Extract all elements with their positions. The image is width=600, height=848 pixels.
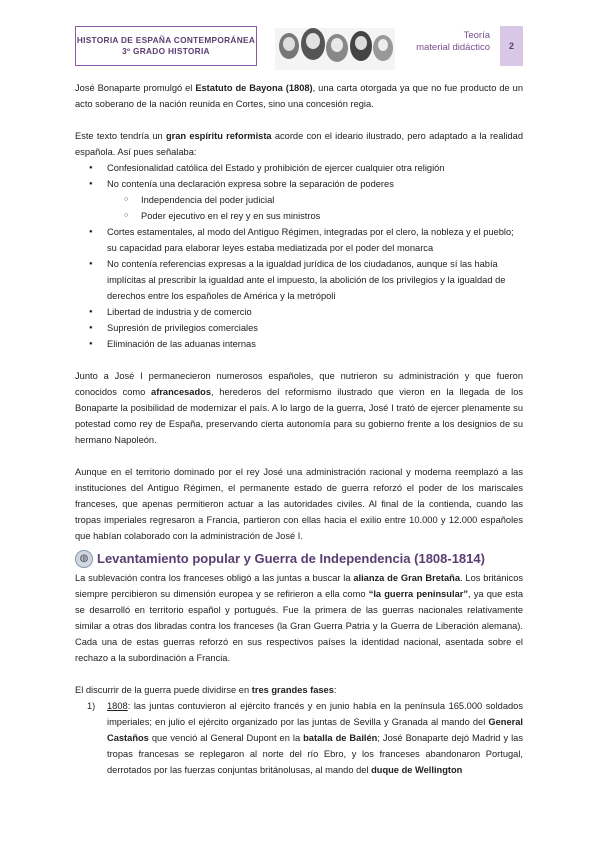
- course-grade: 3º GRADO HISTORIA: [122, 46, 210, 56]
- section-heading: [75, 550, 523, 568]
- text: , herederos del reformismo ilustrado que vieron en la llegada de los Bonaparte la posibilidad de modernizar el país. A lo largo de la guerra, José I trató de ejercer plenamente su potestad como rey de España, preservando cierta autonomía para su gobierno frente a los designios de su hermano Napoleón.: [75, 387, 524, 445]
- text: acorde con el ideario ilustrado, pero adaptado a la realidad española. Así pues señalaba:: [75, 131, 524, 157]
- text: José Bonaparte promulgó el: [75, 83, 196, 93]
- bold-text: alianza de Gran Bretaña: [353, 573, 460, 583]
- text: , ya que esta se desarrolló en territorio español y portugués. Fue la primera de las guerras nacionales relativamente similar a otras dos libradas contra los franceses (la Gran Guerra Patria y la Guerra de Liberación alemana). Cada una de estas guerras reforzó en sus respectivos países la identidad nacional, asentada sobre el rechazo a la subordinación a Francia.: [75, 589, 523, 663]
- estatuto-features-list: [75, 160, 523, 352]
- bold-text: batalla de Bailén: [303, 733, 378, 743]
- paragraph-reformista: [75, 128, 523, 160]
- text: . Los británicos siempre percibieron su dimensión europea y se refirieron a ella como: [75, 573, 524, 599]
- sub-list: [107, 192, 523, 224]
- globe-icon: ◍: [75, 550, 93, 568]
- material-label-line1: Teoría: [463, 30, 490, 41]
- phase-year: 1808: [107, 701, 128, 711]
- sub-list-item: ○ Poder ejecutivo en el rey y en sus ministros: [141, 208, 523, 224]
- list-item: ● Confesionalidad católica del Estado y prohibición de ejercer cualquier otra religión: [107, 160, 523, 176]
- list-item: [107, 176, 523, 224]
- list-item: ● Libertad de industria y de comercio: [107, 304, 523, 320]
- text: :: [333, 685, 337, 695]
- text: : las juntas contuvieron al ejército francés y en junio había en la península 165.000 soldados imperiales; en julio el ejército organizado por las juntas de Sevilla y Granada al mando del: [107, 701, 523, 727]
- bold-text: “la guerra peninsular”: [368, 589, 469, 599]
- text: Junto a José I permanecieron numerosos españoles, que nutrieron su administración y que fueron conocidos como: [75, 371, 523, 397]
- course-title-box: [75, 26, 257, 66]
- bold-text: afrancesados: [151, 387, 211, 397]
- bold-text: tres grandes fases: [251, 685, 334, 695]
- phases-list: [75, 698, 523, 778]
- bold-text: gran espíritu reformista: [165, 131, 272, 141]
- paragraph-afrancesados: [75, 368, 523, 448]
- bold-text: duque de Wellington: [371, 765, 463, 775]
- list-item: ● Eliminación de las aduanas internas: [107, 336, 523, 352]
- text: ; José Bonaparte dejó Madrid y las tropas francesas se replegaron al norte del río Ebro, y los franceses abandonaron Portugal, derrotados por las fuerzas conjuntas británolusas, al mando del: [107, 733, 524, 775]
- phase-number: 1): [87, 701, 96, 711]
- text: Este texto tendría un: [75, 131, 166, 141]
- page-content: [75, 80, 523, 778]
- list-item: ● Supresión de privilegios comerciales: [107, 320, 523, 336]
- course-title: HISTORIA DE ESPAÑA CONTEMPORÁNEA: [76, 35, 256, 45]
- bold-text: General Castaños: [107, 717, 523, 743]
- text: El discurrir de la guerra puede dividirse en: [75, 685, 252, 695]
- material-label: [405, 30, 490, 54]
- paragraph-sublevacion: [75, 570, 523, 666]
- paragraph-fases: [75, 682, 523, 698]
- list-item-text: No contenía una declaración expresa sobre la separación de poderes: [107, 179, 394, 189]
- list-item: ● No contenía referencias expresas a la igualdad jurídica de los ciudadanos, aunque sí las había implícitas al prescribir la igualdad ante el impuesto, la abolición de los privilegios y la igualdad de derechos entre los españoles de América y la metrópoli: [107, 256, 523, 304]
- bold-text: Estatuto de Bayona (1808): [195, 83, 313, 93]
- phase-item: [87, 698, 524, 778]
- historical-portraits-image: [275, 24, 395, 70]
- list-item: ● Cortes estamentales, al modo del Antiguo Régimen, integradas por el clero, la nobleza y el pueblo; su capacidad para elaborar leyes estaba mediatizada por el poder del monarca: [107, 224, 523, 256]
- page-header: [75, 26, 523, 68]
- text: , una carta otorgada ya que no fue producto de un acto soberano de la nación reunida en Cortes, sino una concesión regia.: [75, 83, 523, 109]
- sub-list-item: ○ Independencia del poder judicial: [141, 192, 523, 208]
- section-title: Levantamiento popular y Guerra de Independencia (1808-1814): [97, 551, 485, 566]
- text: que venció al General Dupont en la: [148, 733, 304, 743]
- paragraph-administracion: Aunque en el territorio dominado por el rey José una administración racional y moderna reemplazó a las instituciones del Antiguo Régimen, el permanente estado de guerra reforzó el poder de los mariscales franceses, que apenas permitieron actuar a las autoridades civiles. Al final de la contienda, cuando las tropas imperiales regresaron a Francia, partieron con ellas hacia el exilio entre 10.000 y 12.000 españoles que habían colaborado con la administración de José I.: [75, 467, 523, 541]
- page-number: 2: [500, 26, 523, 66]
- material-label-line2: material didáctico: [416, 42, 490, 53]
- text: La sublevación contra los franceses obligó a las juntas a buscar la: [75, 573, 354, 583]
- paragraph-estatuto: [75, 80, 523, 112]
